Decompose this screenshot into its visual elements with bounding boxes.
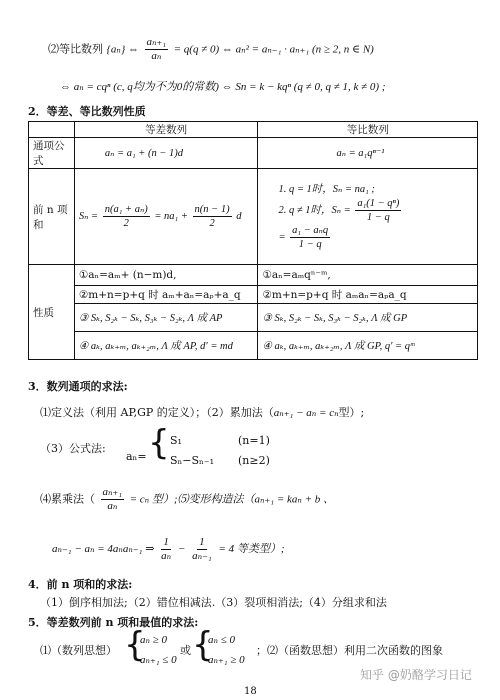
col-header-geo: 等比数列 <box>258 122 478 138</box>
sum-fraction-2: $\frac{n(n - 1)}{2}$ <box>194 204 230 229</box>
geo-seq-definition-line <box>48 36 374 63</box>
geo-prop-2: ②m+n=p+q 时 aₘaₙ=aₚa_q <box>258 286 478 304</box>
case-2-expr: Sₙ−Sₙ₋₁ <box>170 454 215 467</box>
section2-title: 2．等差、等比数列性质 <box>28 105 146 118</box>
geo-prop-3: ③ Sₖ, S₂ₖ − Sₖ, S₃ₖ − S₂ₖ, Λ 成 GP <box>258 304 478 332</box>
geo-prop-4: ④ aₖ, aₖ₊ₘ, aₖ₊₂ₘ, Λ 成 GP, q′ = qᵐ <box>258 332 478 360</box>
geo-prop-1: ①aₙ=aₘqⁿ⁻ᵐ, <box>258 265 478 286</box>
system2-first: aₙ ≤ 0 <box>208 634 235 646</box>
watermark: 知乎 @奶酪学习日记 <box>360 668 472 682</box>
arith-prop-2: ②m+n=p+q 时 aₘ+aₙ=aₚ+a_q <box>74 286 258 304</box>
geo-sum-alt: = $\frac{\text{a₁ − aₙq}}{1 - q}$ <box>278 225 329 250</box>
relation-text: = q(q ≠ 0) ⇔ aₙ² = aₙ₋₁ · aₙ₊₁ (n ≥ 2, n ∈ N) <box>173 43 374 56</box>
reciprocal-transform-line: aₙ₋₁ − aₙ = 4aₙaₙ₋₁ ⇒ $\frac{1}{\text{aₙ}}$ − $\frac{1}{\text{aₙ₋₁}}$ = 4 等类型）; <box>52 536 285 562</box>
left-brace-icon: { <box>148 423 170 463</box>
accumulation-formula: aₙ₊₁ − aₙ = cₙ <box>273 407 339 419</box>
row-label-prop: 性质 <box>29 265 75 360</box>
seq-notation: {aₙ} ⇔ <box>106 43 140 56</box>
method-4-5-line: ⑷累乘法（ $\frac{\text{aₙ₊₁}}{\text{aₙ}}$ = cₙ 型）;⑸变形构造法（aₙ₊₁ = kaₙ + b 、 <box>40 486 335 512</box>
geo-general-term: aₙ = a₁qⁿ⁻¹ <box>258 138 478 169</box>
case-2-cond: (n≥2) <box>238 454 270 467</box>
sum-fraction-1: $\frac{\text{n(a₁ + aₙ)}}{2}$ <box>104 204 148 229</box>
geo-sum-case-qne1: 2. q ≠ 1时，Sₙ = $\frac{\text{a₁(1 − qⁿ)}}{1 - q}$ <box>278 198 400 223</box>
section4-body: （1）倒序相加法;（2）错位相减法.（3）裂项相消法;（4）分组求和法 <box>40 596 387 609</box>
corner-cell <box>29 122 75 138</box>
multiplication-fraction: $\frac{\text{aₙ₊₁}}{\text{aₙ}}$ <box>102 486 123 512</box>
system2-second: aₙ₊₁ ≥ 0 <box>208 654 245 666</box>
section5-title: 5．等差数列前 n 项和最值的求法: <box>28 616 199 629</box>
page-number: 18 <box>244 686 257 697</box>
method-3-label: （3）公式法: <box>40 442 106 455</box>
arith-prop-1: ①aₙ=aₘ+ (n−m)d, <box>74 265 258 286</box>
col-header-arith: 等差数列 <box>74 122 258 138</box>
geo-sum-formula <box>258 169 478 265</box>
arith-general-term: aₙ = a₁ + (n − 1)d <box>74 138 258 169</box>
system1-first: aₙ ≥ 0 <box>140 634 167 646</box>
method-3-an: aₙ= <box>126 450 147 463</box>
label: ⑵等比数列 <box>48 42 103 56</box>
ratio-fraction: $\frac{\text{aₙ₊₁}}{\text{aₙ}}$ <box>146 36 167 62</box>
method-1-2-line: ⑴定义法（利用 AP,GP 的定义）；（2）累加法（aₙ₊₁ − aₙ = cₙ型）; <box>40 406 365 419</box>
case-1-expr: S₁ <box>170 434 182 447</box>
geo-sum-case-q1: 1. q = 1时，Sₙ = na₁ ; <box>278 184 375 195</box>
section4-title: 4．前 n 项和的求法: <box>28 578 133 591</box>
properties-table <box>28 121 478 360</box>
row-label-general: 通项公式 <box>29 138 75 169</box>
row-label-sum: 前 n 项和 <box>29 169 75 265</box>
arith-prop-3: ③ Sₖ, S₂ₖ − Sₖ, S₃ₖ − S₂ₖ, Λ 成 AP <box>74 304 258 332</box>
or-word: 或 <box>180 644 191 657</box>
geo-seq-equivalence-line: ⇔ aₙ = cqⁿ (c, q均为不为0的常数) ⇔ Sn = k − kqⁿ (q ≠ 0, q ≠ 1, k ≠ 0) ; <box>60 81 386 93</box>
left-brace-icon: { <box>192 625 214 665</box>
arith-sum-formula: Sₙ = $\frac{\text{n(a₁ + aₙ)}}{2}$ = na₁ + $\frac{n(n - 1)}{2}$ d <box>74 169 258 265</box>
section5-method1-label: ⑴（数列思想） <box>40 644 117 657</box>
section5-method2: ；⑵（函数思想）利用二次函数的图象 <box>256 644 443 657</box>
system1-second: aₙ₊₁ ≤ 0 <box>140 654 177 666</box>
case-1-cond: (n=1) <box>238 434 270 447</box>
section3-title: 3．数列通项的求法: <box>28 380 128 393</box>
arith-prop-4: ④ aₖ, aₖ₊ₘ, aₖ₊₂ₘ, Λ 成 AP, d′ = md <box>74 332 258 360</box>
left-brace-icon: { <box>124 625 146 665</box>
